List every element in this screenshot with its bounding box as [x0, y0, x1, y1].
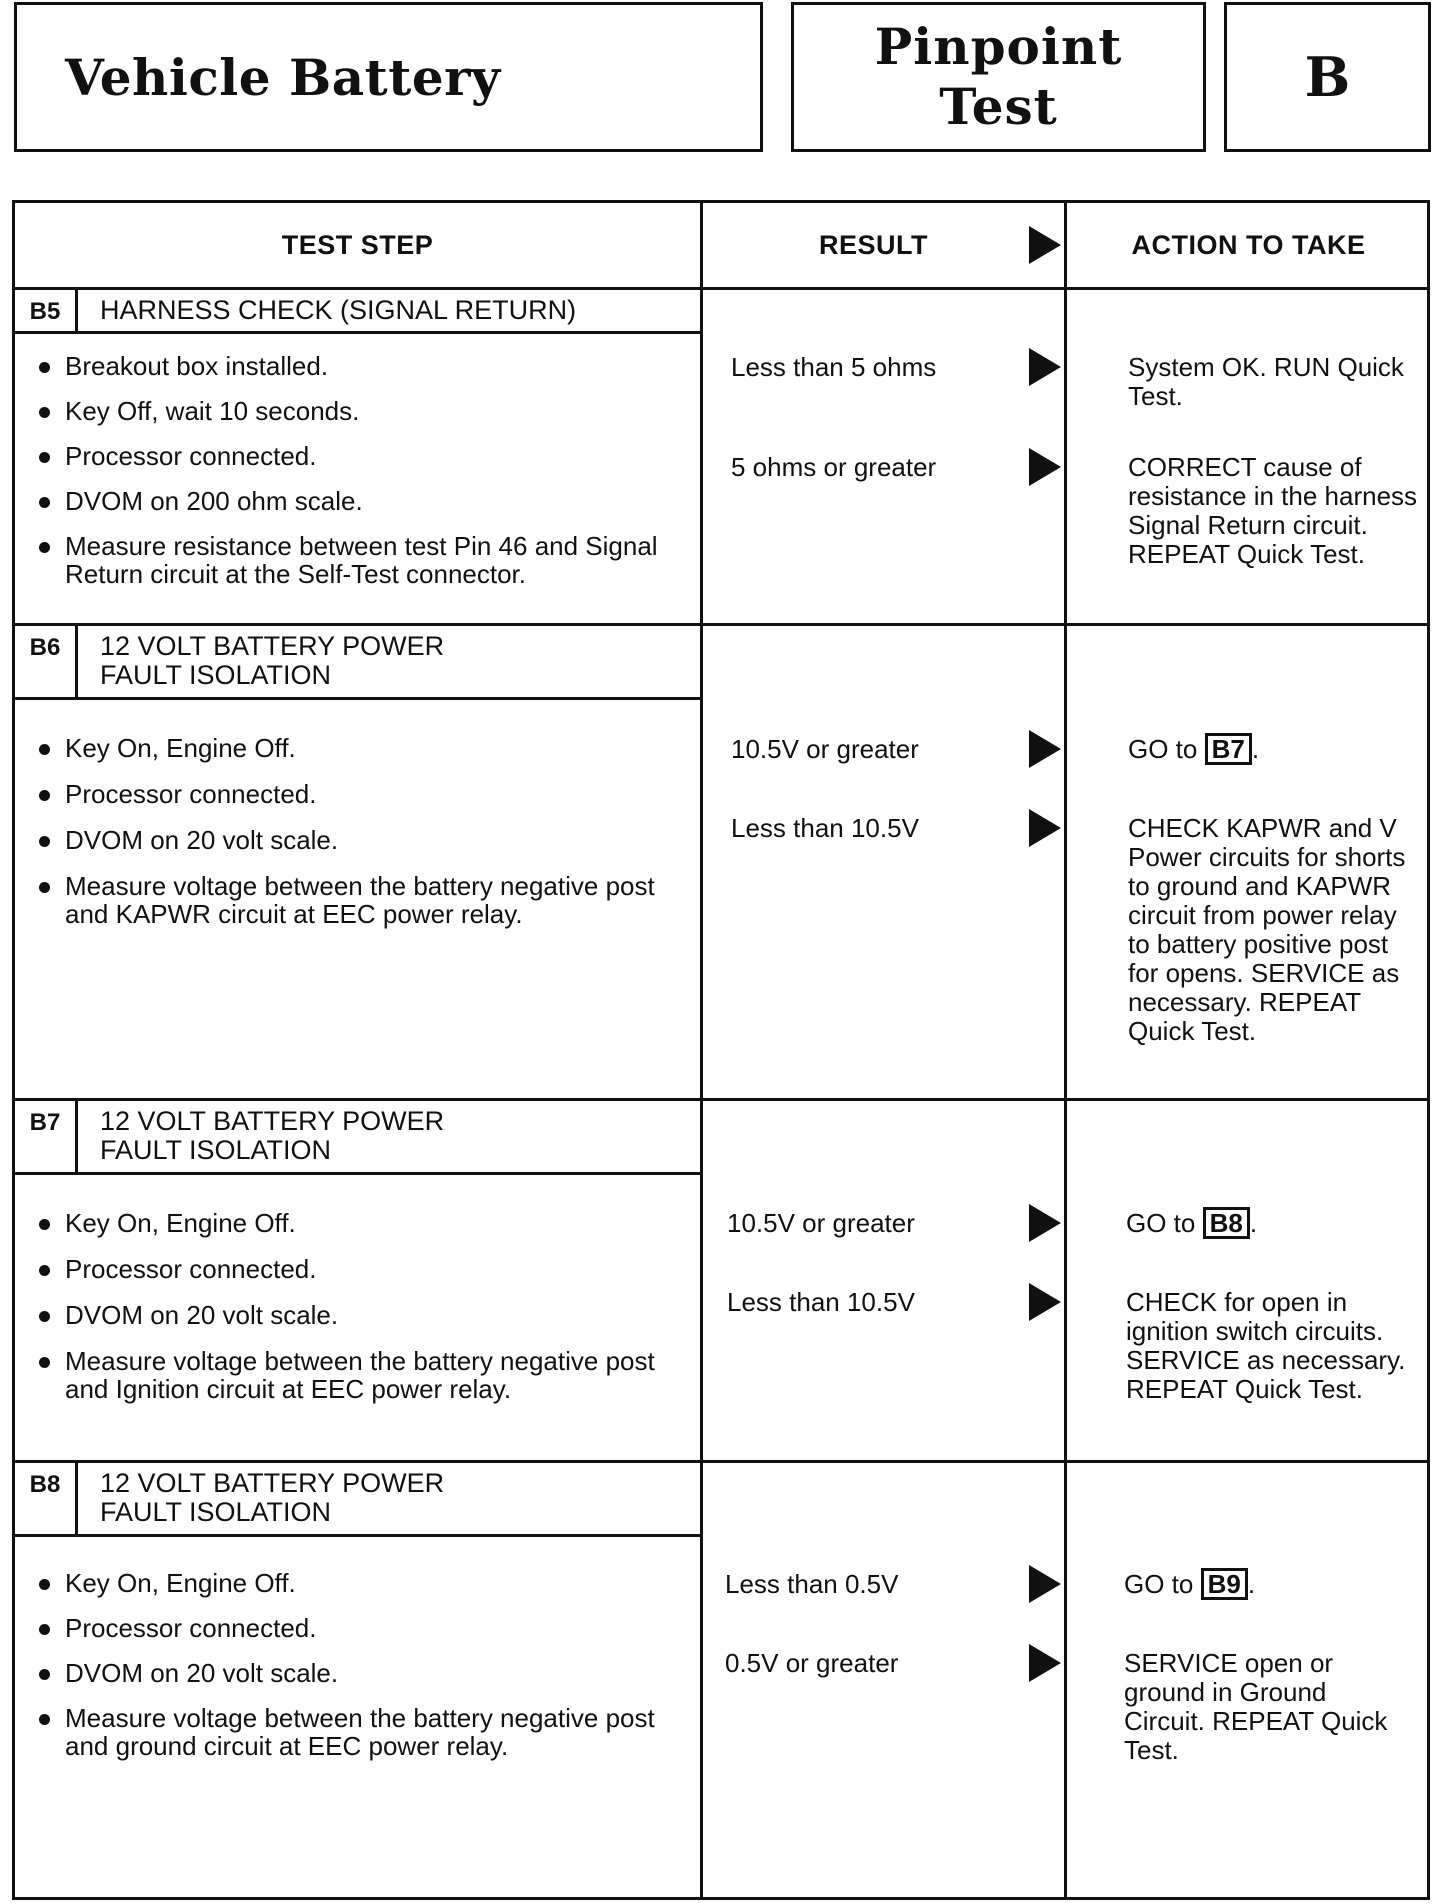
step-b5-id: B5: [15, 290, 78, 331]
list-item: DVOM on 20 volt scale.: [39, 826, 689, 854]
list-item: DVOM on 200 ohm scale.: [39, 487, 689, 515]
column-divider-1: [700, 203, 703, 1897]
list-item: Processor connected.: [39, 442, 689, 470]
step-b7-result-2: Less than 10.5V: [727, 1287, 915, 1317]
step-b8-action-1: GO to B9 .: [1124, 1569, 1256, 1599]
list-item: Breakout box installed.: [39, 352, 689, 380]
step-b7-action-1: GO to B8 .: [1126, 1208, 1258, 1238]
step-b8-bullets: [39, 1569, 689, 1760]
list-item: Key On, Engine Off.: [39, 734, 689, 762]
step-b5-bullets: [39, 352, 689, 588]
step-b8-title-line1: 12 VOLT BATTERY POWER: [100, 1468, 445, 1498]
step-b8-title: [100, 1469, 444, 1527]
step-b8-result-2: 0.5V or greater: [725, 1648, 899, 1678]
step-b7-title: [100, 1107, 444, 1165]
column-header-action: ACTION TO TAKE: [1131, 229, 1366, 260]
step-b7-id: B7: [15, 1101, 78, 1172]
list-item: Processor connected.: [39, 780, 689, 808]
list-item: Key Off, wait 10 seconds.: [39, 397, 689, 425]
step-b8-result-1: Less than 0.5V: [725, 1569, 899, 1599]
step-b6-action-1: GO to B7 .: [1128, 734, 1260, 764]
step-b6-result-1: 10.5V or greater: [731, 734, 919, 764]
test-type-box: [791, 2, 1206, 152]
step-b7-title-line2: FAULT ISOLATION: [100, 1135, 332, 1165]
list-item: Processor connected.: [39, 1614, 689, 1642]
step-b5-title: HARNESS CHECK (SIGNAL RETURN): [100, 295, 577, 325]
step-b9-link[interactable]: B9: [1201, 1568, 1248, 1600]
result-arrow-icon: [1029, 1204, 1061, 1242]
step-b7-link[interactable]: B7: [1205, 733, 1252, 765]
step-b6-result-2: Less than 10.5V: [731, 813, 919, 843]
step-b7-title-line1: 12 VOLT BATTERY POWER: [100, 1106, 445, 1136]
list-item: Processor connected.: [39, 1255, 689, 1283]
step-b7-label: [15, 1101, 700, 1175]
result-arrow-icon: [1029, 448, 1061, 486]
pinpoint-test-table: [12, 200, 1430, 1900]
step-b7-bullets: [39, 1209, 689, 1403]
result-arrow-icon: [1029, 1565, 1061, 1603]
step-b8-label: [15, 1463, 700, 1537]
result-arrow-icon: [1029, 1644, 1061, 1682]
result-arrow-icon: [1029, 730, 1061, 768]
column-divider-2: [1064, 203, 1067, 1897]
step-b5-result-2: 5 ohms or greater: [731, 452, 937, 482]
list-item: Measure resistance between test Pin 46 and Signal Return circuit at the Self-Test connector.: [39, 532, 689, 588]
step-b8-action-1-prefix: GO to: [1124, 1569, 1194, 1599]
step-b8-action-2: SERVICE open or ground in Ground Circuit. REPEAT Quick Test.: [1124, 1648, 1388, 1765]
list-item: Measure voltage between the battery negative post and KAPWR circuit at EEC power relay.: [39, 872, 689, 928]
list-item: DVOM on 20 volt scale.: [39, 1301, 689, 1329]
page-title: Vehicle Battery: [65, 47, 501, 107]
column-header-result: RESULT: [819, 229, 928, 260]
step-b6-bullets: [39, 734, 689, 928]
step-b8-link[interactable]: B8: [1203, 1207, 1250, 1239]
step-b8-title-line2: FAULT ISOLATION: [100, 1497, 332, 1527]
step-b5-result-1: Less than 5 ohms: [731, 352, 937, 382]
test-letter-box: [1224, 2, 1431, 152]
step-b6-title-line2: FAULT ISOLATION: [100, 660, 332, 690]
step-b7-action-2: CHECK for open in ignition switch circuits. SERVICE as necessary. REPEAT Quick Test.: [1126, 1287, 1406, 1404]
step-b5-label: [15, 290, 700, 334]
step-b6-action-1-prefix: GO to: [1128, 734, 1198, 764]
step-b8-id: B8: [15, 1463, 78, 1534]
step-b6-id: B6: [15, 626, 78, 697]
test-type-line1: Pinpoint: [874, 17, 1123, 76]
header-arrow-icon: [1029, 226, 1061, 264]
test-type-line2: Test: [939, 77, 1058, 136]
step-b5-action-1: System OK. RUN Quick Test.: [1128, 352, 1404, 411]
column-header-test-step: TEST STEP: [281, 229, 434, 260]
list-item: Measure voltage between the battery negative post and Ignition circuit at EEC power relay.: [39, 1347, 689, 1403]
title-box: [14, 2, 763, 152]
list-item: Measure voltage between the battery negative post and ground circuit at EEC power relay.: [39, 1704, 689, 1760]
step-b6-action-2: CHECK KAPWR and V Power circuits for shorts to ground and KAPWR circuit from power relay to battery positive post for opens. SERVICE as necessary. REPEAT Quick Test.: [1128, 813, 1406, 1046]
result-arrow-icon: [1029, 1283, 1061, 1321]
step-b6-label: [15, 626, 700, 700]
step-b7-action-1-prefix: GO to: [1126, 1208, 1196, 1238]
step-b5-action-2: CORRECT cause of resistance in the harness Signal Return circuit. REPEAT Quick Test.: [1128, 452, 1418, 569]
step-b7-result-1: 10.5V or greater: [727, 1208, 915, 1238]
test-letter: B: [1304, 45, 1351, 109]
list-item: Key On, Engine Off.: [39, 1209, 689, 1237]
step-b6-title: [100, 632, 444, 690]
result-arrow-icon: [1029, 348, 1061, 386]
result-arrow-icon: [1029, 809, 1061, 847]
step-b6-title-line1: 12 VOLT BATTERY POWER: [100, 631, 445, 661]
list-item: Key On, Engine Off.: [39, 1569, 689, 1597]
list-item: DVOM on 20 volt scale.: [39, 1659, 689, 1687]
